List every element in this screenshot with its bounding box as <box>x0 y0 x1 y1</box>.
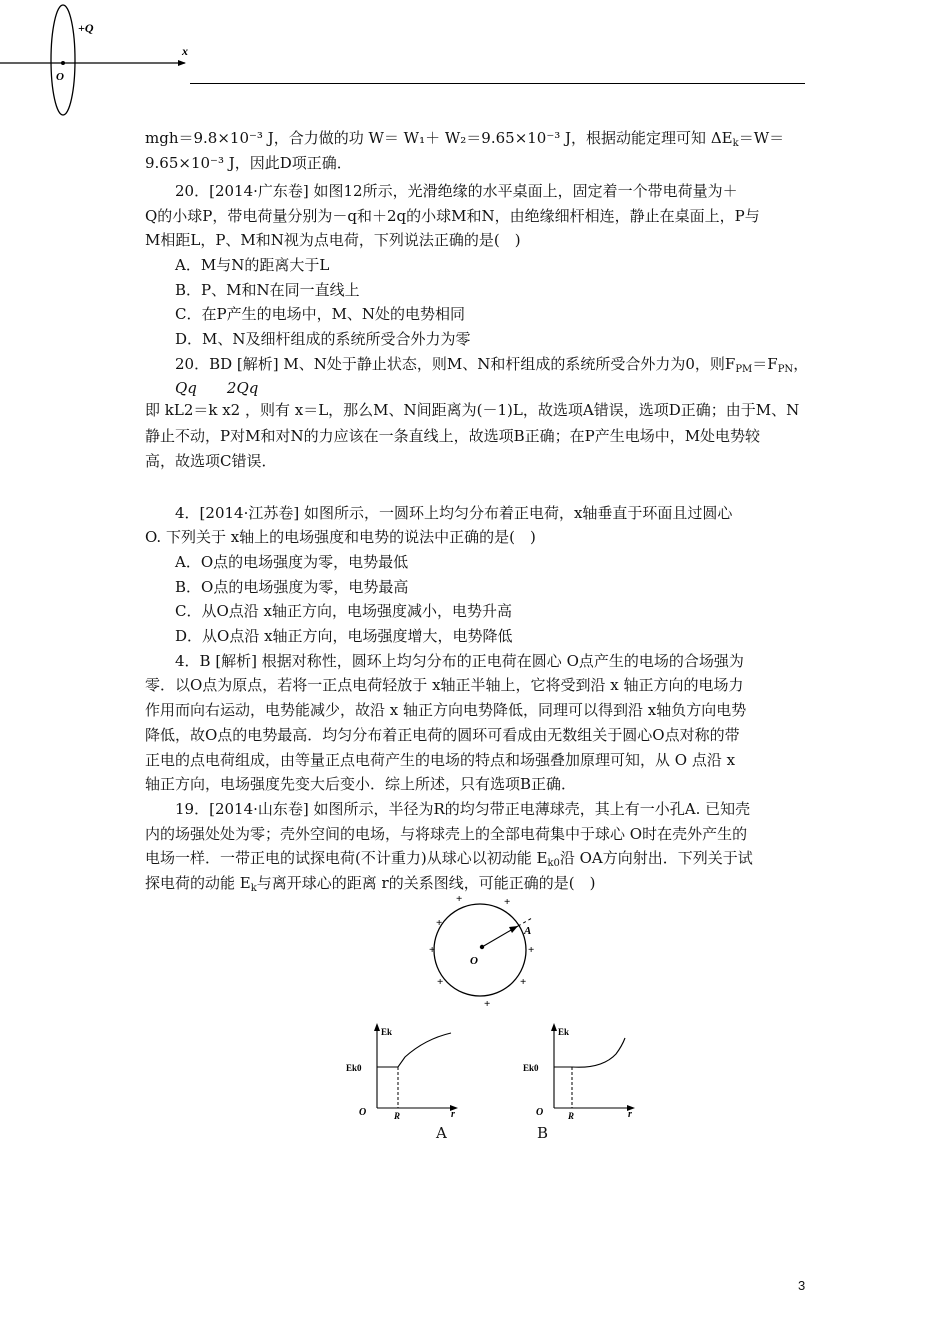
text-line: 静止不动，P对M和对N的力应该在一条直线上，故选项B正确；在P产生电场中，M处电势较 <box>145 427 761 445</box>
svg-text:+: + <box>429 944 436 956</box>
text-line: 电场一样．一带正电的试探电荷(不计重力)从球心以初动能 $E_{k0}$沿 OA方向射出．下列关于试 <box>145 849 753 869</box>
text-line: 19．[2014·山东卷] 如图所示，半径为R的均匀带正电薄球壳，其上有一小孔A. 已知壳 <box>175 800 751 818</box>
header-rule <box>190 83 805 84</box>
sphere-hole-label: A <box>524 925 532 937</box>
text-line: 降低，故O点的电势最高．均匀分布着正电荷的圆环可看成由无数组关于圆心O点对称的带 <box>145 726 740 744</box>
graph-b-origin: O <box>536 1107 544 1118</box>
svg-text:+: + <box>436 917 443 929</box>
text-line: 正电的点电荷组成，由等量正点电荷产生的电场的特点和场强叠加原理可知，从 O 点沿 x <box>145 751 736 769</box>
option-line: B．P、M和N在同一直线上 <box>175 281 360 299</box>
svg-text:+: + <box>456 893 463 905</box>
text-line: 高，故选项C错误． <box>145 452 277 470</box>
option-line: D．M、N及细杆组成的系统所受合外力为零 <box>175 330 471 348</box>
svg-text:+: + <box>504 896 511 908</box>
svg-text:+: + <box>520 976 527 988</box>
charged-sphere-figure <box>420 890 540 1010</box>
text-line: M相距L，P、M和N视为点电荷，下列说法正确的是( ) <box>145 231 521 249</box>
origin-label: O <box>56 71 64 83</box>
text-line: 20．BD [解析] M、N处于静止状态，则M、N和杆组成的系统所受合外力为0，则$F_{PM}=F_{PN}$， <box>175 355 809 375</box>
text-line: 20．[2014·广东卷] 如图12所示，光滑绝缘的水平桌面上，固定着一个带电荷量为＋ <box>175 182 738 200</box>
text-line: 内的场强处处为零；壳外空间的电场，与将球壳上的全部电荷集中于球心 O时在壳外产生的 <box>145 825 748 843</box>
text-line: 即 kL2＝k x2 ，则有 x＝L，那么M、N间距离为(－1)L，故选项A错误，选项D正确；由于M、N <box>145 401 800 419</box>
graph-a-x-label: r <box>451 1109 455 1120</box>
text-line: 作用而向右运动，电势能减少，故沿 x 轴正方向电势降低，同理可以得到沿 x轴负方向电势 <box>145 701 747 719</box>
graph-a-origin: O <box>359 1107 367 1118</box>
option-line: A．O点的电场强度为零，电势最低 <box>175 553 409 571</box>
text-line: 9.65×10⁻³ J，因此D项正确． <box>145 154 352 172</box>
graph-b-y-label: Ek <box>558 1027 570 1037</box>
graph-a <box>345 1020 465 1120</box>
graph-b-x-label: r <box>628 1109 632 1120</box>
graph-b <box>522 1020 642 1120</box>
graph-b-tick-label: R <box>568 1111 575 1120</box>
text-line: mgh＝9.8×10⁻³ J，合力做的功 W＝ W₁＋ W₂＝9.65×10⁻³ J，根据动能定理可知 $\Delta E_k=W=$ <box>145 129 785 149</box>
fraction-numerators: Qq 2Qq <box>175 379 259 397</box>
option-line: C．在P产生的电场中，M、N处的电势相同 <box>175 305 466 323</box>
sphere-charges <box>429 893 534 1010</box>
option-line: B．O点的电场强度为零，电势最高 <box>175 578 409 596</box>
text-line: 探电荷的动能 $E_k$与离开球心的距离 r的关系图线，可能正确的是( ) <box>145 874 596 894</box>
text-line: 轴正方向，电场强度先变大后变小．综上所述，只有选项B正确． <box>145 775 577 793</box>
svg-text:+: + <box>437 976 444 988</box>
option-line: C．从O点沿 x轴正方向，电场强度减小，电势升高 <box>175 602 513 620</box>
graph-a-caption: A <box>436 1124 447 1142</box>
graph-a-y-label: Ek <box>381 1027 393 1037</box>
graph-b-y0-label: Ek0 <box>523 1063 539 1073</box>
axis-x-label: x <box>182 44 188 58</box>
svg-text:+: + <box>528 944 535 956</box>
page-number: 3 <box>798 1278 806 1293</box>
text-line: Q的小球P，带电荷量分别为－q和＋2q的小球M和N，由绝缘细杆相连，静止在桌面上，P与 <box>145 207 760 225</box>
graph-a-y0-label: Ek0 <box>346 1063 362 1073</box>
charge-label: +Q <box>78 21 94 35</box>
text-line: 零．以O点为原点，若将一正点电荷轻放于 x轴正半轴上，它将受到沿 x 轴正方向的电场力 <box>145 676 744 694</box>
text-line: 4．[2014·江苏卷] 如图所示，一圆环上均匀分布着正电荷，x轴垂直于环面且过圆心 <box>175 504 733 522</box>
graph-a-tick-label: R <box>394 1111 401 1120</box>
sphere-center-label: O <box>470 955 478 967</box>
option-line: A．M与N的距离大于L <box>175 256 330 274</box>
ring-charge-figure <box>0 0 200 120</box>
svg-text:+: + <box>484 998 491 1010</box>
text-line: O. 下列关于 x轴上的电场强度和电势的说法中正确的是( ) <box>145 528 536 546</box>
text-line: 4．B [解析] 根据对称性，圆环上均匀分布的正电荷在圆心 O点产生的电场的合场强为 <box>175 652 744 670</box>
option-line: D．从O点沿 x轴正方向，电场强度增大，电势降低 <box>175 627 513 645</box>
graph-b-caption: B <box>537 1124 549 1142</box>
